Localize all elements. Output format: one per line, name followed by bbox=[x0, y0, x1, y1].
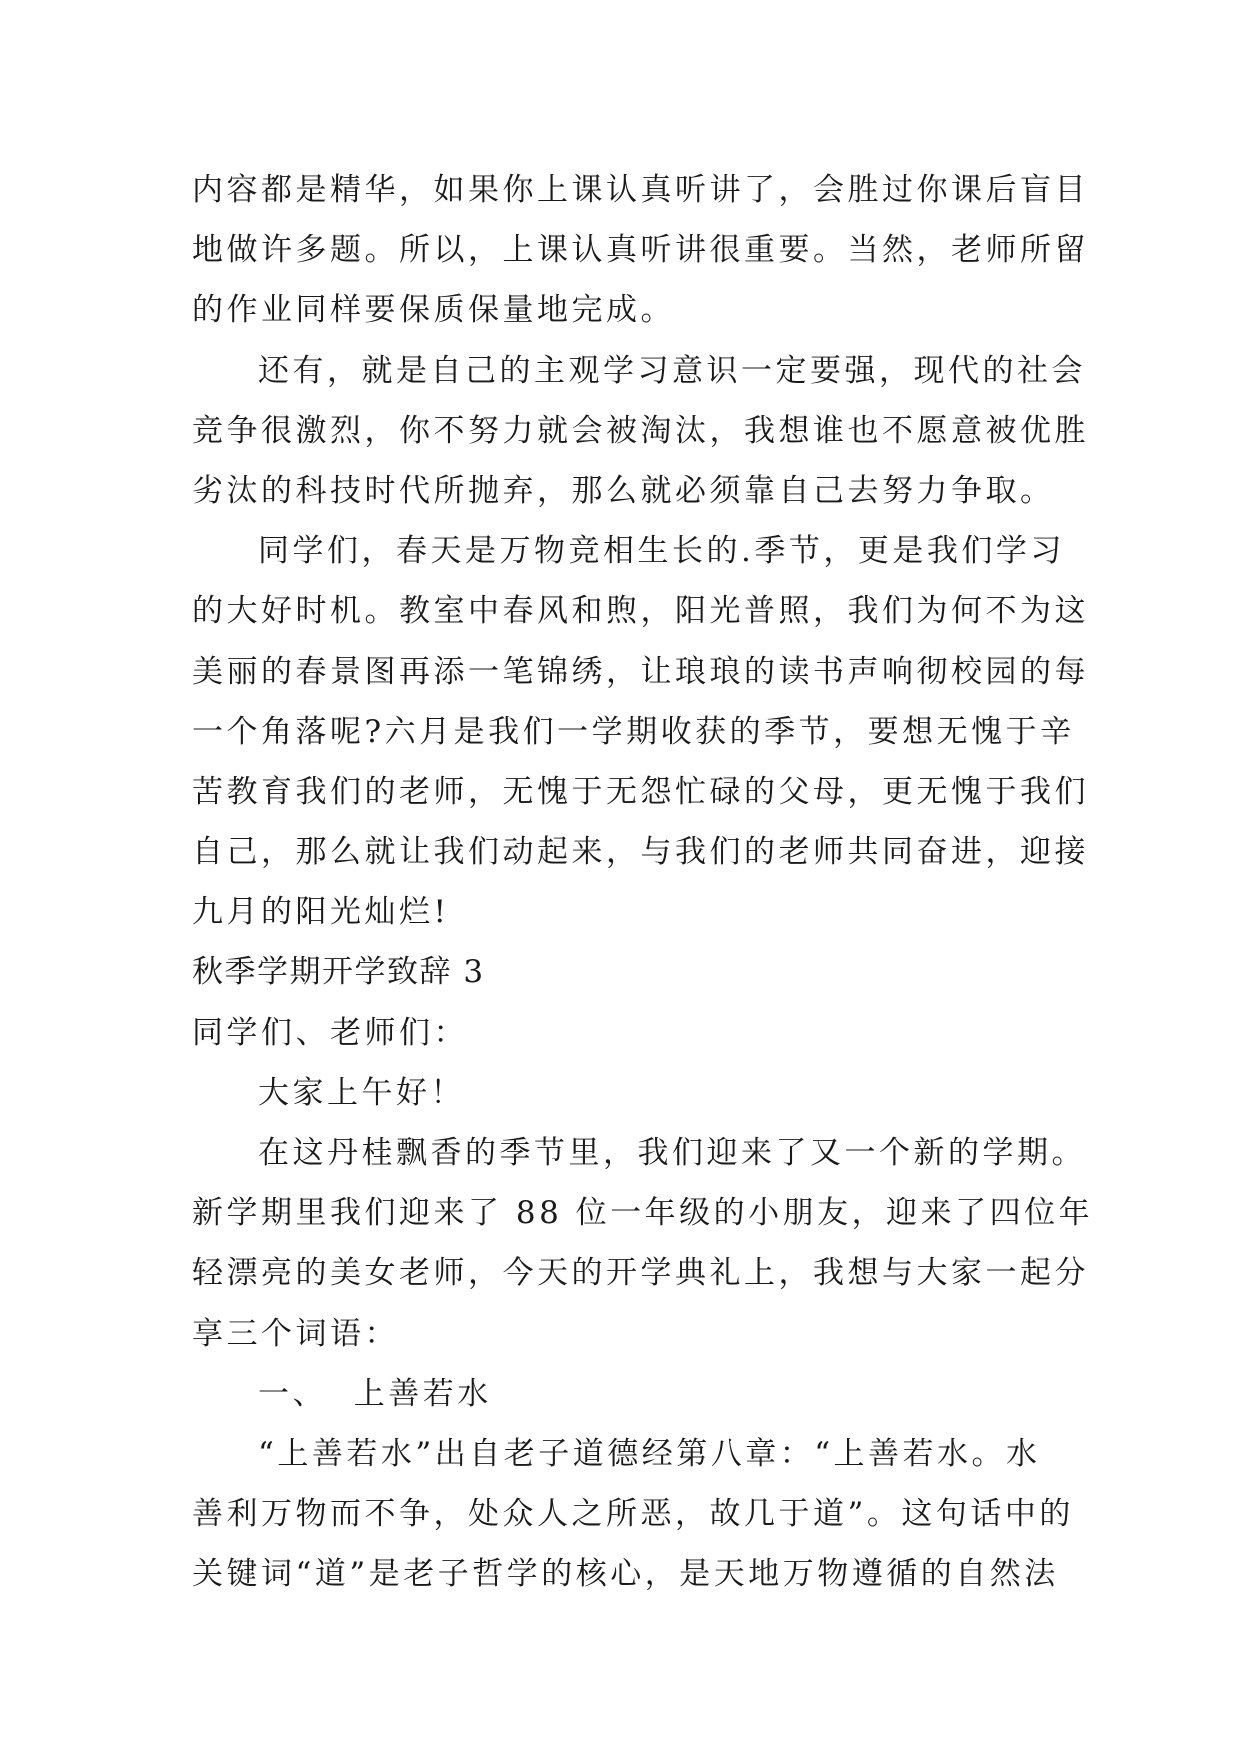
paragraph-line: 享三个词语： bbox=[192, 1315, 399, 1352]
paragraph-line: 竞争很激烈，你不努力就会被淘汰，我想谁也不愿意被优胜 bbox=[192, 412, 1089, 449]
paragraph-line: 劣汰的科技时代所抛弃，那么就必须靠自己去努力争取。 bbox=[192, 472, 1055, 509]
salutation-line: 同学们、老师们： bbox=[192, 1014, 468, 1051]
paragraph-line: 美丽的春景图再添一笔锦绣，让琅琅的读书声响彻校园的每 bbox=[192, 653, 1089, 690]
paragraph-line: 的作业同样要保质保量地完成。 bbox=[192, 292, 675, 329]
subsection-heading: 一、 上善若水 bbox=[258, 1375, 492, 1412]
paragraph-line: 九月的阳光灿烂! bbox=[192, 894, 450, 931]
paragraph-line: 的大好时机。教室中春风和煦，阳光普照，我们为何不为这 bbox=[192, 593, 1089, 630]
paragraph-line: 同学们，春天是万物竞相生长的.季节，更是我们学习 bbox=[258, 533, 1065, 570]
paragraph-line: 关键词“道”是老子哲学的核心，是天地万物遵循的自然法 bbox=[192, 1556, 1059, 1593]
paragraph-line: 内容都是精华，如果你上课认真听讲了，会胜过你课后盲目 bbox=[192, 172, 1089, 208]
paragraph-line: 一个角落呢?六月是我们一学期收获的季节，要想无愧于辛 bbox=[192, 713, 1075, 750]
paragraph-line: 新学期里我们迎来了 88 位一年级的小朋友，迎来了四位年 bbox=[192, 1195, 1094, 1232]
paragraph-line: 自己，那么就让我们动起来，与我们的老师共同奋进，迎接 bbox=[192, 834, 1089, 871]
greeting-line: 大家上午好！ bbox=[258, 1074, 465, 1111]
paragraph-line: “上善若水”出自老子道德经第八章：“上善若水。水 bbox=[258, 1435, 1041, 1472]
section-heading: 秋季学期开学致辞 3 bbox=[192, 954, 485, 991]
paragraph-line: 苦教育我们的老师，无愧于无怨忙碌的父母，更无愧于我们 bbox=[192, 773, 1089, 810]
document-body bbox=[192, 160, 1092, 1605]
paragraph-line: 善利万物而不争，处众人之所恶，故几于道”。这句话中的 bbox=[192, 1496, 1074, 1533]
paragraph-line: 在这丹桂飘香的季节里，我们迎来了又一个新的学期。 bbox=[258, 1135, 1086, 1171]
paragraph-line: 地做许多题。所以，上课认真听讲很重要。当然，老师所留 bbox=[192, 232, 1089, 269]
paragraph-line: 轻漂亮的美女老师，今天的开学典礼上，我想与大家一起分 bbox=[192, 1255, 1089, 1292]
paragraph-line: 还有，就是自己的主观学习意识一定要强，现代的社会 bbox=[258, 352, 1086, 389]
